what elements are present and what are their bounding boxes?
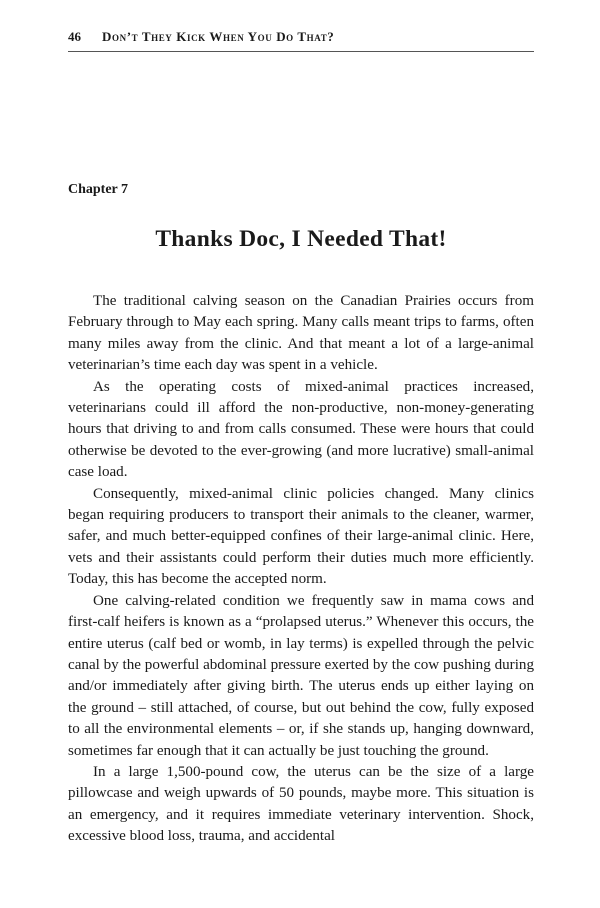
paragraph: One calving-related condition we frequently saw in mama cows and first-calf heifers is known as a “prolapsed uterus.” Whenever this occurs, the entire uterus (calf bed or womb, in lay terms) is expelled through the pelvic canal by the powerful abdominal pressure exerted by the cow pushing during and/or immediately after giving birth. The uterus ends up either laying on the ground – still attached, of course, but out behind the cow, fully exposed to all the environmental elements – or, if she stands up, hanging downward, sometimes far enough that it can actually be just touching the ground. <box>68 592 534 759</box>
paragraph: Consequently, mixed-animal clinic policies changed. Many clinics began requiring producers to transport their animals to the cleaner, warmer, safer, and much better-equipped confines of their large-animal clinic. Here, vets and their assistants could perform their duties much more efficiently. Today, this has become the accepted norm. <box>68 485 534 588</box>
paragraph: As the operating costs of mixed-animal practices increased, veterinarians could ill afford the non-productive, non-money-generating hours that driving to and from calls consumed. These were hours that could otherwise be devoted to the ever-growing (and more lucrative) small-animal case load. <box>68 378 534 481</box>
running-head-title: Don’t They Kick When You Do That? <box>102 29 335 44</box>
body-text <box>68 291 534 848</box>
chapter-title: Thanks Doc, I Needed That! <box>155 226 447 252</box>
chapter-label: Chapter 7 <box>68 182 129 197</box>
paragraph: The traditional calving season on the Canadian Prairies occurs from February through to May each spring. Many calls meant trips to farms, often many miles away from the clinic. And that meant a lot of a large-animal veterinarian’s time each day was spent in a vehicle. <box>68 293 534 374</box>
paragraph: In a large 1,500-pound cow, the uterus can be the size of a large pillowcase and weigh upwards of 50 pounds, maybe more. This situation is an emergency, and it requires immediate veterinary intervention. Shock, excessive blood loss, trauma, and accidental <box>68 763 534 845</box>
page-number: 46 <box>68 29 81 44</box>
running-head <box>68 29 534 52</box>
